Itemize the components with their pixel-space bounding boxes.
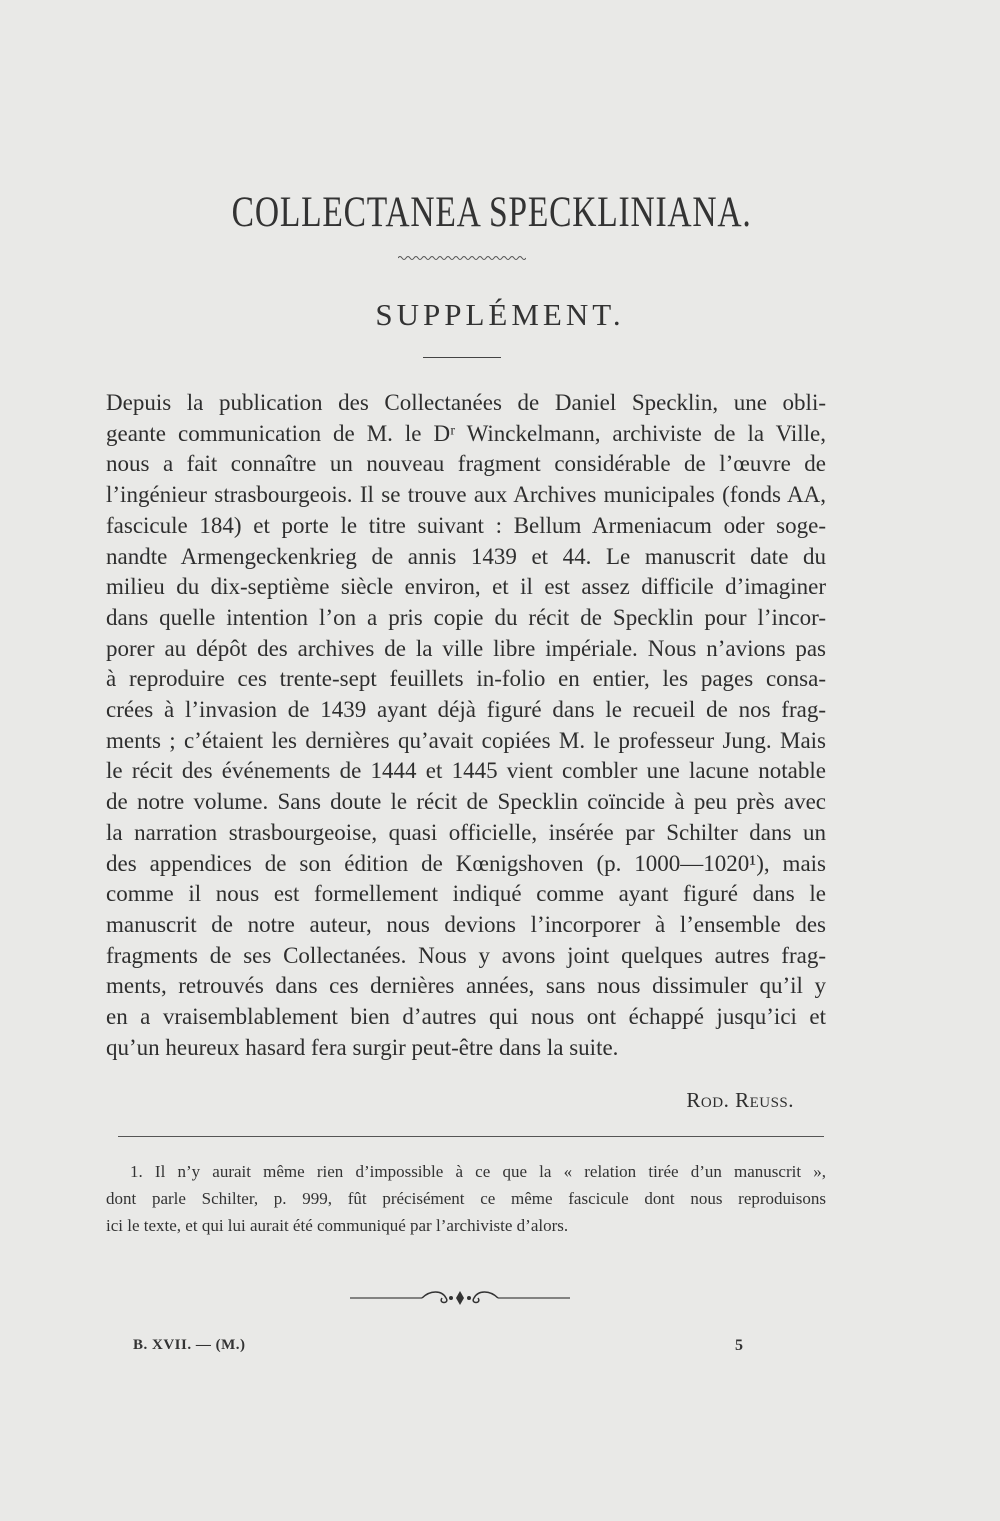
wavy-rule (398, 254, 526, 262)
text-line: en a vraisemblablement bien d’autres qui nous ont échappé jusqu’ici et (106, 1004, 826, 1030)
text-line: le récit des événements de 1444 et 1445 vient combler une lacune notable (106, 758, 826, 784)
short-rule (423, 357, 501, 358)
text-line: dans quelle intention l’on a pris copie du récit de Specklin pour l’incor- (106, 604, 826, 630)
text-line: comme il nous est formellement indiqué comme ayant figuré dans le (106, 881, 826, 907)
text-line: ments, retrouvés dans ces dernières années, sans nous dissimuler qu’il y (106, 973, 826, 999)
text-line: à reproduire ces trente-sept feuillets in-folio en entier, les pages consa- (106, 666, 826, 692)
section-heading: SUPPLÉMENT. (375, 297, 625, 332)
text-line: milieu du dix-septième siècle environ, et il est assez difficile d’imaginer (106, 574, 826, 600)
text-line: de notre volume. Sans doute le récit de Specklin coïncide à peu près avec (106, 789, 826, 815)
text-line: crées à l’invasion de 1439 ayant déjà figuré dans le recueil de nos frag- (106, 697, 826, 723)
author-signature: Rod. Reuss. (686, 1088, 794, 1112)
footnote-line: ici le texte, et qui lui aurait été communiqué par l’archiviste d’alors. (106, 1216, 569, 1235)
text-line: qu’un heureux hasard fera surgir peut-être dans la suite. (106, 1034, 619, 1060)
body-paragraph (106, 388, 826, 1063)
footnote-line: dont parle Schilter, p. 999, fût précisément ce même fascicule dont nous reproduisons (106, 1189, 826, 1208)
page-title: COLLECTANEA SPECKLINIANA. (231, 189, 752, 236)
text-line: ments ; c’étaient les dernières qu’avait copiées M. le professeur Jung. Mais (106, 727, 826, 753)
text-line: nandte Armengeckenkrieg de annis 1439 et 44. Le manuscrit date du (106, 543, 826, 569)
footnote-line: 1. Il n’y aurait même rien d’impossible à ce que la « relation tirée d’un manuscrit », (130, 1162, 826, 1181)
signature-mark: B. XVII. — (M.) (133, 1337, 246, 1353)
text-line: des appendices de son édition de Kœnigshoven (p. 1000—1020¹), mais (106, 850, 826, 876)
text-line: fragments de ses Collectanées. Nous y avons joint quelques autres frag- (106, 942, 826, 968)
page-number: 5 (735, 1337, 743, 1354)
ornament-flourish-icon (350, 1286, 570, 1310)
text-line: la narration strasbourgeoise, quasi officielle, insérée par Schilter dans un (106, 819, 826, 845)
text-line: porer au dépôt des archives de la ville libre impériale. Nous n’avions pas (106, 635, 826, 661)
footnote-rule (118, 1136, 824, 1137)
text-line: l’ingénieur strasbourgeois. Il se trouve aux Archives municipales (fonds AA, (106, 482, 826, 508)
footnote (106, 1158, 826, 1239)
text-line: nous a fait connaître un nouveau fragment considérable de l’œuvre de (106, 451, 826, 477)
text-line: manuscrit de notre auteur, nous devions l’incorporer à l’ensemble des (106, 911, 826, 937)
text-line: fascicule 184) et porte le titre suivant : Bellum Armeniacum oder soge- (106, 512, 826, 538)
text-line: geante communication de M. le Dʳ Winckelmann, archiviste de la Ville, (106, 420, 826, 446)
text-line: Depuis la publication des Collectanées de Daniel Specklin, une obli- (106, 390, 826, 415)
